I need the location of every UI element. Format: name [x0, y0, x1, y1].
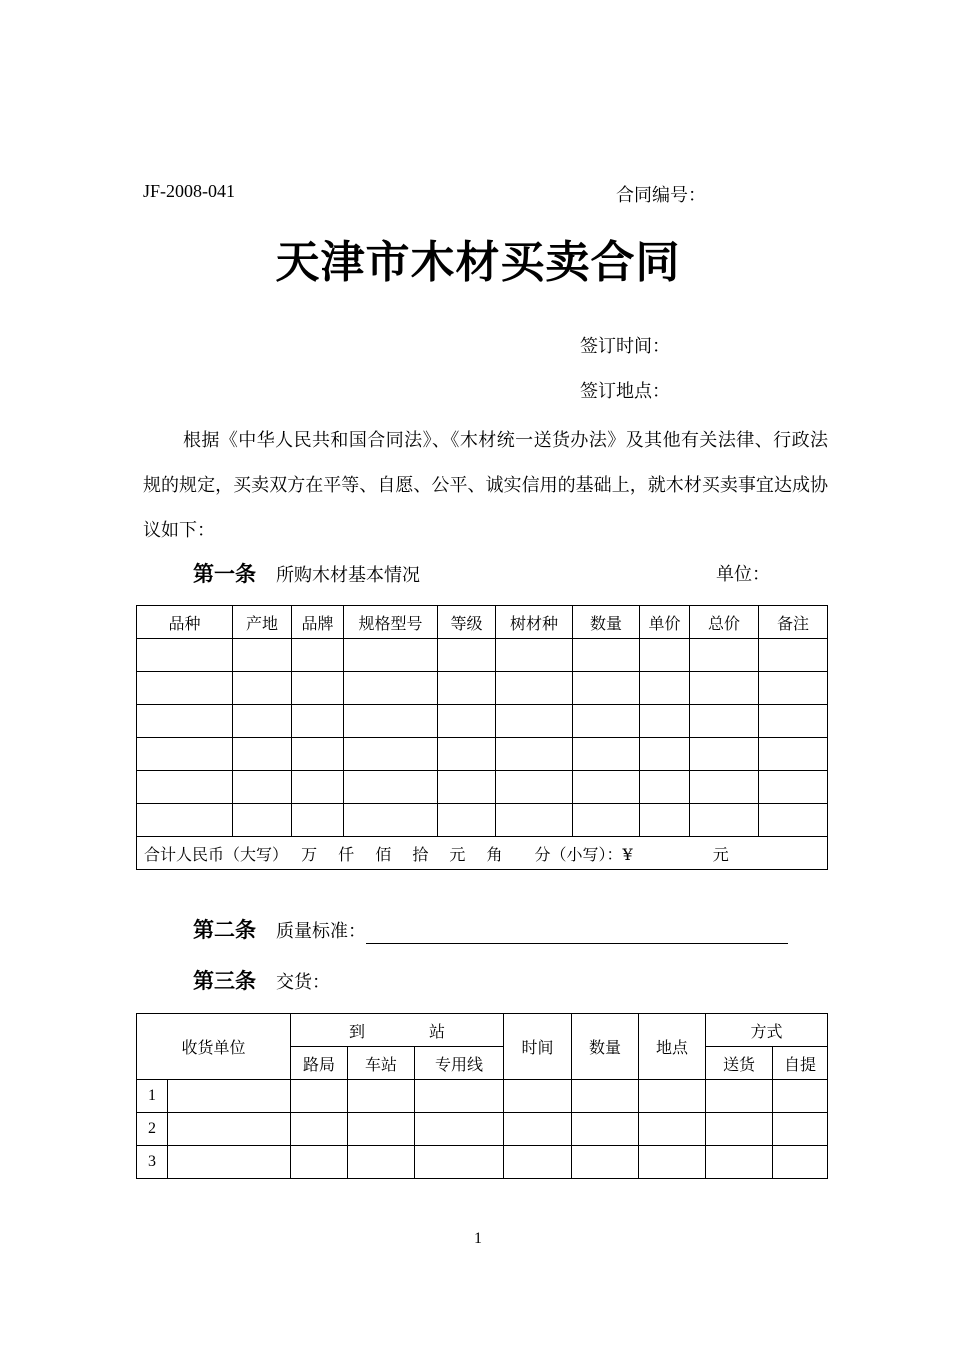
- table-cell[interactable]: [496, 804, 573, 837]
- table-cell[interactable]: [344, 738, 438, 771]
- table-cell[interactable]: [291, 1080, 348, 1113]
- table-row: [137, 738, 828, 771]
- table-cell[interactable]: [759, 804, 828, 837]
- table-cell[interactable]: [292, 705, 344, 738]
- table-cell[interactable]: [168, 1146, 291, 1179]
- table-cell[interactable]: [168, 1113, 291, 1146]
- table-cell[interactable]: [496, 771, 573, 804]
- table-cell[interactable]: [706, 1113, 773, 1146]
- table-cell[interactable]: [573, 738, 640, 771]
- intro-paragraph: 根据《中华人民共和国合同法》、《木材统一送货办法》及其他有关法律、行政法规的规定，买卖双方在平等、自愿、公平、诚实信用的基础上，就木材买卖事宜达成协议如下：: [143, 430, 828, 541]
- table-cell[interactable]: [690, 705, 759, 738]
- table-cell[interactable]: [640, 738, 690, 771]
- table-cell[interactable]: [344, 705, 438, 738]
- table-cell[interactable]: [759, 639, 828, 672]
- document-title: 天津市木材买卖合同: [275, 237, 681, 288]
- table-cell[interactable]: [640, 771, 690, 804]
- table-cell[interactable]: [137, 672, 233, 705]
- article-3-text: 交货：: [276, 972, 330, 993]
- article-2-label: 第二条: [193, 917, 256, 942]
- subheader-station: 车站: [348, 1047, 415, 1080]
- table-cell[interactable]: [573, 771, 640, 804]
- total-row: [137, 837, 828, 870]
- article-3: [193, 965, 330, 995]
- table-cell[interactable]: [344, 771, 438, 804]
- table-cell[interactable]: [233, 738, 292, 771]
- page-number: 1: [474, 1230, 482, 1247]
- table-cell[interactable]: [233, 804, 292, 837]
- article-3-label: 第三条: [193, 968, 256, 993]
- table-cell[interactable]: [706, 1146, 773, 1179]
- row-number: 1: [137, 1080, 168, 1113]
- table-cell[interactable]: [573, 639, 640, 672]
- timber-info-table: [136, 605, 828, 870]
- table-cell[interactable]: [496, 672, 573, 705]
- header-cell: 数量: [573, 606, 640, 639]
- table-row: [137, 804, 828, 837]
- table-row: [137, 672, 828, 705]
- table-cell[interactable]: [640, 672, 690, 705]
- table-cell[interactable]: [639, 1080, 706, 1113]
- table-cell[interactable]: [690, 639, 759, 672]
- article-1: [193, 558, 420, 588]
- table-header-row: [137, 1014, 828, 1047]
- table-cell[interactable]: [496, 639, 573, 672]
- table-cell[interactable]: [690, 804, 759, 837]
- table-cell[interactable]: [573, 804, 640, 837]
- subheader-dedicated-line: 专用线: [415, 1047, 504, 1080]
- table-row: [137, 705, 828, 738]
- header-cell: 单价: [640, 606, 690, 639]
- table-cell[interactable]: [348, 1146, 415, 1179]
- table-cell[interactable]: [496, 738, 573, 771]
- table-row: [137, 639, 828, 672]
- table-cell[interactable]: [438, 672, 496, 705]
- table-cell[interactable]: [292, 771, 344, 804]
- table-cell[interactable]: [438, 639, 496, 672]
- header-cell: 产地: [233, 606, 292, 639]
- signing-time-label: 签订时间：: [580, 336, 670, 357]
- table-cell[interactable]: [292, 804, 344, 837]
- header-method: 方式: [706, 1014, 828, 1047]
- subheader-pickup: 自提: [773, 1047, 828, 1080]
- table-cell[interactable]: [292, 672, 344, 705]
- table-row: [137, 1146, 828, 1179]
- table-cell[interactable]: [438, 738, 496, 771]
- header-cell: 品种: [137, 606, 233, 639]
- table-cell[interactable]: [137, 771, 233, 804]
- table-cell[interactable]: [233, 639, 292, 672]
- table-cell[interactable]: [572, 1146, 639, 1179]
- table-cell[interactable]: [759, 672, 828, 705]
- table-cell[interactable]: [639, 1113, 706, 1146]
- row-number: 2: [137, 1113, 168, 1146]
- table-cell[interactable]: [496, 705, 573, 738]
- header-arrival-station: 到 站: [291, 1014, 504, 1047]
- table-cell[interactable]: [640, 804, 690, 837]
- table-cell[interactable]: [344, 804, 438, 837]
- table-cell[interactable]: [137, 804, 233, 837]
- table-cell[interactable]: [168, 1080, 291, 1113]
- table-cell[interactable]: [572, 1080, 639, 1113]
- table-cell[interactable]: [759, 705, 828, 738]
- table-cell[interactable]: [137, 738, 233, 771]
- document-code: JF-2008-041: [143, 181, 236, 201]
- table-cell[interactable]: [690, 738, 759, 771]
- subheader-bureau: 路局: [291, 1047, 348, 1080]
- table-cell[interactable]: [291, 1113, 348, 1146]
- table-cell[interactable]: [573, 672, 640, 705]
- row-number: 3: [137, 1146, 168, 1179]
- table-row: [137, 771, 828, 804]
- subheader-delivery: 送货: [706, 1047, 773, 1080]
- article-1-text: 所购木材基本情况: [276, 565, 420, 586]
- table-cell[interactable]: [348, 1080, 415, 1113]
- table-cell[interactable]: [690, 672, 759, 705]
- table-cell[interactable]: [573, 705, 640, 738]
- table-cell[interactable]: [292, 639, 344, 672]
- unit-label: 单位：: [716, 564, 770, 585]
- table-cell[interactable]: [415, 1146, 504, 1179]
- table-cell[interactable]: [137, 705, 233, 738]
- table-cell[interactable]: [415, 1113, 504, 1146]
- table-cell[interactable]: [292, 738, 344, 771]
- table-cell[interactable]: [773, 1113, 828, 1146]
- header-cell: 总价: [690, 606, 759, 639]
- header-cell: 规格型号: [344, 606, 438, 639]
- table-header-row: [137, 606, 828, 639]
- table-cell[interactable]: [640, 705, 690, 738]
- table-cell[interactable]: [438, 804, 496, 837]
- header-cell: 等级: [438, 606, 496, 639]
- table-cell[interactable]: [291, 1146, 348, 1179]
- article-2: [193, 914, 788, 944]
- article-1-label: 第一条: [193, 561, 256, 586]
- table-cell[interactable]: [572, 1113, 639, 1146]
- table-cell[interactable]: [233, 705, 292, 738]
- table-cell[interactable]: [759, 738, 828, 771]
- table-cell[interactable]: [504, 1146, 572, 1179]
- table-cell[interactable]: [639, 1146, 706, 1179]
- table-cell[interactable]: [438, 705, 496, 738]
- contract-number-label: 合同编号：: [616, 185, 706, 206]
- table-row: [137, 1113, 828, 1146]
- table-cell[interactable]: [344, 672, 438, 705]
- table-cell[interactable]: [773, 1146, 828, 1179]
- header-receiver: 收货单位: [137, 1014, 291, 1080]
- total-amount-cell[interactable]: 合计人民币（大写） 万 仟 佰 拾 元 角 分（小写）：¥ 元: [137, 837, 828, 870]
- quality-standard-blank[interactable]: [366, 921, 788, 944]
- table-cell[interactable]: [706, 1080, 773, 1113]
- header-cell: 树材种: [496, 606, 573, 639]
- header-cell: 品牌: [292, 606, 344, 639]
- table-cell[interactable]: [640, 639, 690, 672]
- table-cell[interactable]: [504, 1080, 572, 1113]
- table-cell[interactable]: [233, 771, 292, 804]
- header-cell: 备注: [759, 606, 828, 639]
- table-cell[interactable]: [137, 639, 233, 672]
- table-cell[interactable]: [415, 1080, 504, 1113]
- table-cell[interactable]: [759, 771, 828, 804]
- table-cell[interactable]: [344, 639, 438, 672]
- table-cell[interactable]: [233, 672, 292, 705]
- header-time: 时间: [504, 1014, 572, 1080]
- table-cell[interactable]: [504, 1113, 572, 1146]
- header-place: 地点: [639, 1014, 706, 1080]
- table-cell[interactable]: [348, 1113, 415, 1146]
- header-quantity: 数量: [572, 1014, 639, 1080]
- signing-place-label: 签订地点：: [580, 381, 670, 402]
- table-cell[interactable]: [438, 771, 496, 804]
- table-row: [137, 1080, 828, 1113]
- table-cell[interactable]: [773, 1080, 828, 1113]
- table-cell[interactable]: [690, 771, 759, 804]
- delivery-table: [136, 1013, 828, 1179]
- article-2-text: 质量标准：: [276, 921, 366, 942]
